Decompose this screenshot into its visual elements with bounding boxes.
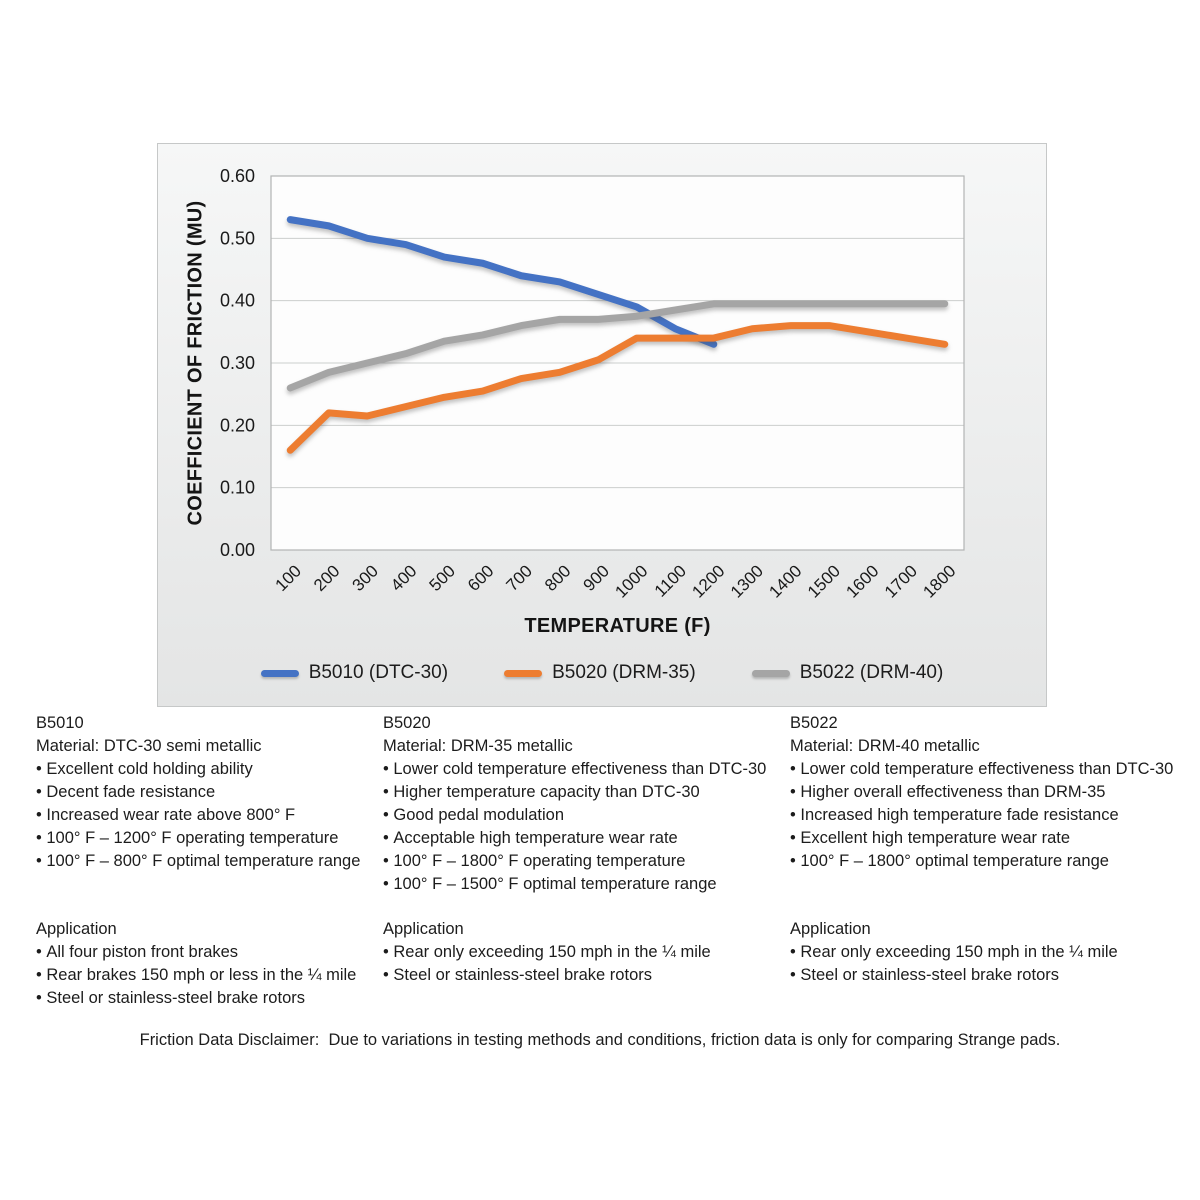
svg-text:0.00: 0.00 (219, 540, 255, 560)
bullet-item: • Steel or stainless-steel brake rotors (790, 964, 1190, 987)
legend-item-b5020 (504, 662, 696, 684)
bullet-item: • 100° F – 1200° F operating temperature (36, 827, 381, 850)
bullet-item: • Good pedal modulation (383, 804, 787, 827)
product-material: Material: DRM-35 metallic (383, 737, 573, 755)
bullet-item: • Excellent high temperature wear rate (790, 827, 1190, 850)
svg-text:0.30: 0.30 (219, 353, 255, 373)
bullet-item: • Rear only exceeding 150 mph in the ¼ mile (383, 941, 787, 964)
svg-text:800: 800 (541, 561, 575, 595)
application-list (790, 941, 1190, 987)
application-title: Application (383, 920, 464, 938)
svg-text:1000: 1000 (611, 561, 652, 602)
product-material: Material: DRM-40 metallic (790, 737, 980, 755)
svg-text:0.40: 0.40 (219, 290, 255, 311)
svg-text:1400: 1400 (765, 561, 806, 602)
svg-text:300: 300 (348, 561, 383, 595)
bullet-item: • Steel or stainless-steel brake rotors (383, 964, 787, 987)
bullet-item: • 100° F – 1800° optimal temperature range (790, 850, 1190, 873)
chart-legend (158, 662, 1046, 684)
bullet-item: • Increased high temperature fade resistance (790, 804, 1190, 827)
application-title: Application (36, 920, 117, 938)
legend-label-b5010: B5010 (DTC-30) (308, 662, 449, 683)
svg-text:900: 900 (579, 561, 614, 595)
bullet-item: • Lower cold temperature effectiveness than DTC-30 (790, 758, 1190, 781)
product-id: B5022 (790, 714, 838, 732)
legend-swatch-b5010 (261, 670, 299, 677)
svg-text:500: 500 (425, 561, 460, 595)
bullet-item: • 100° F – 1500° F optimal temperature range (383, 873, 787, 896)
x-axis-title: TEMPERATURE (F) (524, 615, 711, 637)
product-material: Material: DTC-30 semi metallic (36, 737, 262, 755)
svg-text:1800: 1800 (919, 561, 960, 602)
svg-text:600: 600 (464, 561, 498, 595)
application-list (36, 941, 381, 1010)
bullet-item: • Lower cold temperature effectiveness than DTC-30 (383, 758, 787, 781)
disclaimer: Friction Data Disclaimer: Due to variations in testing methods and conditions, friction data is only for comparing Strange pads. (139, 1031, 1061, 1049)
svg-text:1500: 1500 (803, 561, 845, 602)
product-id: B5010 (36, 714, 84, 732)
bullet-item: • Excellent cold holding ability (36, 758, 381, 781)
svg-text:0.60: 0.60 (219, 166, 255, 186)
y-axis-title: COEFFICIENT OF FRICTION (MU) (184, 200, 207, 526)
product-feature-list (790, 758, 1190, 873)
bullet-item: • Higher temperature capacity than DTC-30 (383, 781, 787, 804)
bullet-item: • Rear only exceeding 150 mph in the ¼ mile (790, 941, 1190, 964)
application-list (383, 941, 787, 987)
bullet-item: • 100° F – 800° F optimal temperature range (36, 850, 381, 873)
legend-swatch-b5020 (504, 670, 542, 677)
application-section (383, 918, 787, 987)
svg-text:200: 200 (310, 561, 344, 595)
bullet-item: • Decent fade resistance (36, 781, 381, 804)
svg-text:1100: 1100 (650, 561, 691, 601)
bullet-item: • Acceptable high temperature wear rate (383, 827, 787, 850)
legend-swatch-b5022 (752, 670, 790, 677)
svg-text:1300: 1300 (726, 561, 768, 602)
svg-text:0.20: 0.20 (219, 415, 255, 436)
svg-text:100: 100 (271, 561, 306, 595)
svg-text:1700: 1700 (880, 561, 922, 602)
svg-text:400: 400 (387, 561, 421, 595)
product-column-b5020 (383, 712, 787, 1042)
bullet-item: • Rear brakes 150 mph or less in the ¼ mile (36, 964, 381, 987)
legend-label-b5020: B5020 (DRM-35) (552, 662, 696, 683)
chart-panel (157, 143, 1047, 707)
bullet-item: • All four piston front brakes (36, 941, 381, 964)
legend-item-b5022 (752, 662, 944, 684)
legend-item-b5010 (261, 662, 448, 684)
svg-text:700: 700 (502, 561, 537, 595)
product-feature-list (383, 758, 787, 896)
application-section (36, 918, 381, 1010)
product-column-b5022 (790, 712, 1190, 1042)
application-section (790, 918, 1190, 987)
svg-text:0.50: 0.50 (219, 228, 255, 249)
product-feature-list (36, 758, 381, 873)
bullet-item: • 100° F – 1800° F operating temperature (383, 850, 787, 873)
application-title: Application (790, 920, 871, 938)
product-column-b5010 (36, 712, 381, 1042)
svg-text:0.10: 0.10 (219, 477, 255, 498)
bullet-item: • Increased wear rate above 800° F (36, 804, 381, 827)
legend-label-b5022: B5022 (DRM-40) (799, 662, 944, 683)
svg-text:1200: 1200 (688, 561, 729, 602)
bullet-item: • Higher overall effectiveness than DRM-35 (790, 781, 1190, 804)
bullet-item: • Steel or stainless-steel brake rotors (36, 987, 381, 1010)
svg-text:1600: 1600 (842, 561, 883, 602)
product-id: B5020 (383, 714, 431, 732)
